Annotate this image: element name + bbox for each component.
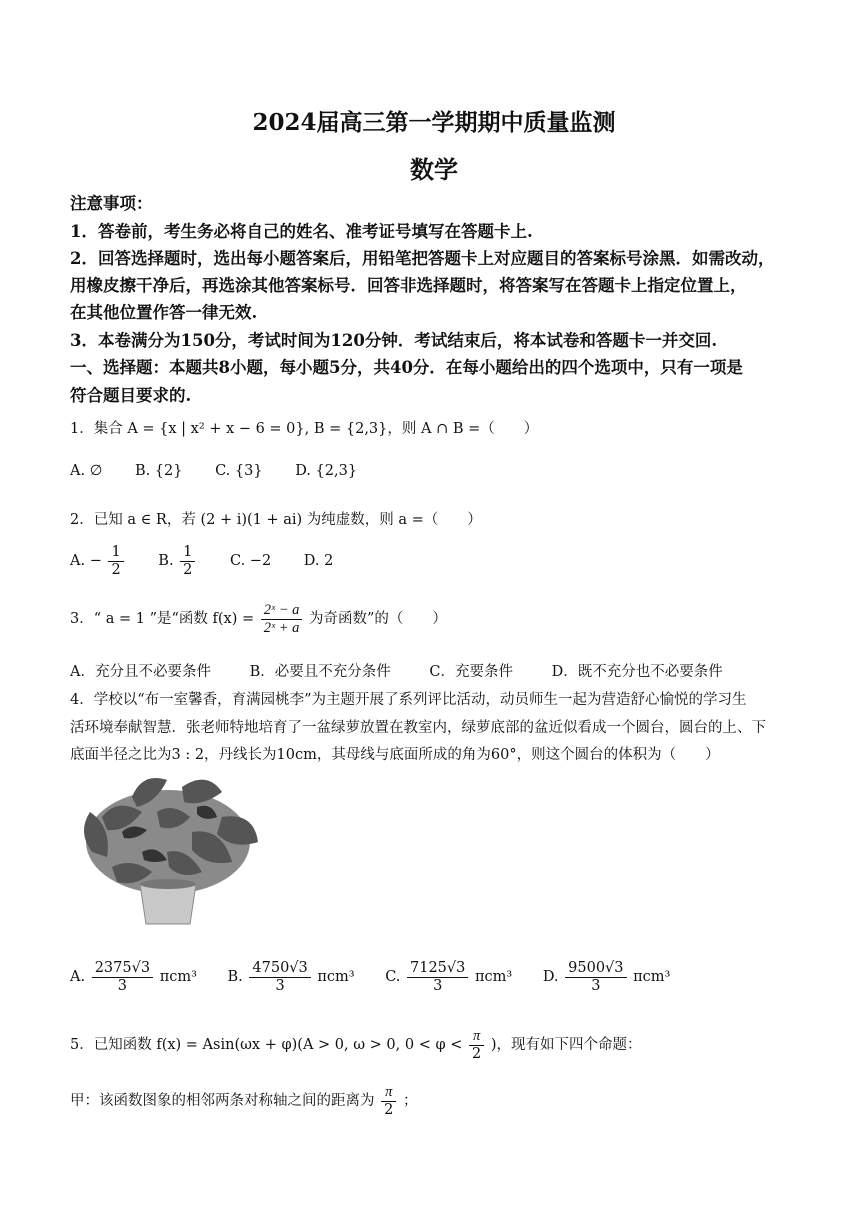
notice-item-2-cont: 用橡皮擦干净后，再选涂其他答案标号．回答非选择题时，将答案写在答题卡上指定位置上， <box>70 276 747 295</box>
q4-a-denominator: 3 <box>117 977 127 994</box>
question-4-line-1: 4．学校以“布一室馨香，育满园桃李”为主题开展了系列评比活动，动员师生一起为营造舒心愉悦的学习生 <box>70 692 747 708</box>
subject-title: 数学 <box>410 155 458 184</box>
q3-stem-post: 为奇函数”的（ ） <box>309 611 447 628</box>
q5-jia-denominator: 2 <box>384 1101 394 1118</box>
q4-option-c-fraction <box>407 960 468 994</box>
q2-b-denominator: 2 <box>183 561 193 578</box>
q4-d-unit: πcm³ <box>633 969 671 986</box>
q1-option-a: A. ∅ <box>70 463 103 479</box>
q4-a-unit: πcm³ <box>159 969 197 986</box>
q4-option-b-fraction <box>249 960 310 994</box>
q4-option-d <box>543 960 671 994</box>
q2-a-denominator: 2 <box>111 561 121 578</box>
q3-option-c: C．充要条件 <box>429 664 513 680</box>
question-4-options <box>70 960 670 994</box>
q5-stem-post: )，现有如下四个命题： <box>490 1037 642 1054</box>
question-1-stem: 1．集合 A = {x | x² + x − 6 = 0}, B = {2,3}，则 A ∩ B =（ ） <box>70 421 539 437</box>
q2-option-c: C. −2 <box>230 553 272 570</box>
section-heading: 一、选择题：本题共8小题，每小题5分，共40分．在每小题给出的四个选项中，只有一项是 <box>70 358 743 377</box>
question-4-line-3: 底面半径之比为3 : 2，丹线长为10cm，其母线与底面所成的角为60°，则这个圆台的体积为（ ） <box>70 747 720 763</box>
notice-item-2-end: 在其他位置作答一律无效. <box>70 303 258 322</box>
q3-denominator: 2ˣ + a <box>263 619 300 636</box>
section-heading-cont: 符合题目要求的. <box>70 386 192 405</box>
q2-option-a <box>70 544 126 578</box>
question-2-stem: 2．已知 a ∈ R，若 (2 + i)(1 + ai) 为纯虚数，则 a =（ ） <box>70 512 482 528</box>
q4-c-numerator: 7125√3 <box>407 960 468 978</box>
q4-c-unit: πcm³ <box>474 969 513 986</box>
q5-jia-fraction <box>381 1084 396 1118</box>
q5-fraction <box>469 1028 484 1062</box>
q1-option-d: D. {2,3} <box>295 463 358 479</box>
q3-option-b: B．必要且不充分条件 <box>249 664 391 680</box>
q2-option-b <box>158 544 197 578</box>
q2-b-numerator: 1 <box>180 544 195 562</box>
q4-b-numerator: 4750√3 <box>249 960 310 978</box>
q3-numerator: 2ˣ − a <box>261 602 303 620</box>
q4-option-c <box>385 960 512 994</box>
q4-option-a <box>70 960 197 994</box>
q2-option-b-label: B. <box>158 553 174 570</box>
potted-plant-image <box>72 772 264 932</box>
notice-heading: 注意事项： <box>70 194 153 213</box>
notice-item-2: 2．回答选择题时，选出每小题答案后，用铅笔把答题卡上对应题目的答案标号涂黑．如需改动， <box>70 249 775 268</box>
notice-item-1: 1．答卷前，考生务必将自己的姓名、准考证号填写在答题卡上. <box>70 222 533 241</box>
q4-c-denominator: 3 <box>433 977 443 994</box>
q2-a-numerator: 1 <box>108 544 123 562</box>
question-3-stem <box>70 602 447 636</box>
q4-d-denominator: 3 <box>591 977 601 994</box>
q4-option-a-label: A. <box>70 969 86 986</box>
q3-fraction <box>261 602 303 636</box>
q4-option-a-fraction <box>92 960 153 994</box>
question-4-line-2: 活环境奉献智慧．张老师特地培育了一盆绿萝放置在教室内，绿萝底部的盆近似看成一个圆台，圆台的上、下 <box>70 720 766 736</box>
q4-b-denominator: 3 <box>275 977 285 994</box>
question-5-proposition-jia <box>70 1084 417 1118</box>
q3-option-d: D．既不充分也不必要条件 <box>551 664 723 680</box>
q2-option-a-fraction <box>108 544 123 578</box>
question-5-stem <box>70 1028 641 1062</box>
q4-option-c-label: C. <box>385 969 401 986</box>
q5-jia-post: ； <box>402 1093 418 1110</box>
q5-jia-pre: 甲：该函数图象的相邻两条对称轴之间的距离为 <box>70 1093 375 1110</box>
notice-item-3: 3．本卷满分为150分，考试时间为120分钟．考试结束后，将本试卷和答题卡一并交回. <box>70 331 718 350</box>
q5-stem-pre: 5．已知函数 f(x) = Asin(ωx + φ)(A > 0, ω > 0, 0 < φ < <box>70 1037 463 1054</box>
q4-d-numerator: 9500√3 <box>565 960 626 978</box>
q5-denominator: 2 <box>471 1045 482 1062</box>
q2-option-a-label: A. − <box>70 553 102 570</box>
q4-option-b <box>228 960 355 994</box>
q4-option-d-label: D. <box>542 969 559 986</box>
q4-option-d-fraction <box>565 960 626 994</box>
exam-title: 2024届高三第一学期期中质量监测 <box>252 109 616 136</box>
q4-option-b-label: B. <box>227 969 243 986</box>
q5-numerator: π <box>469 1028 484 1046</box>
question-1-options <box>70 463 385 479</box>
question-3-options <box>70 660 723 681</box>
q2-option-b-fraction <box>180 544 195 578</box>
q3-stem-pre: 3．“ a = 1 ”是“函数 f(x) = <box>70 611 255 628</box>
q3-option-a: A．充分且不必要条件 <box>70 664 211 680</box>
q2-option-d: D. 2 <box>303 553 334 570</box>
q4-b-unit: πcm³ <box>317 969 355 986</box>
q5-jia-numerator: π <box>381 1084 396 1102</box>
q4-a-numerator: 2375√3 <box>92 960 153 978</box>
q1-option-b: B. {2} <box>134 463 183 479</box>
q1-option-c: C. {3} <box>215 463 263 479</box>
question-2-options <box>70 544 361 578</box>
